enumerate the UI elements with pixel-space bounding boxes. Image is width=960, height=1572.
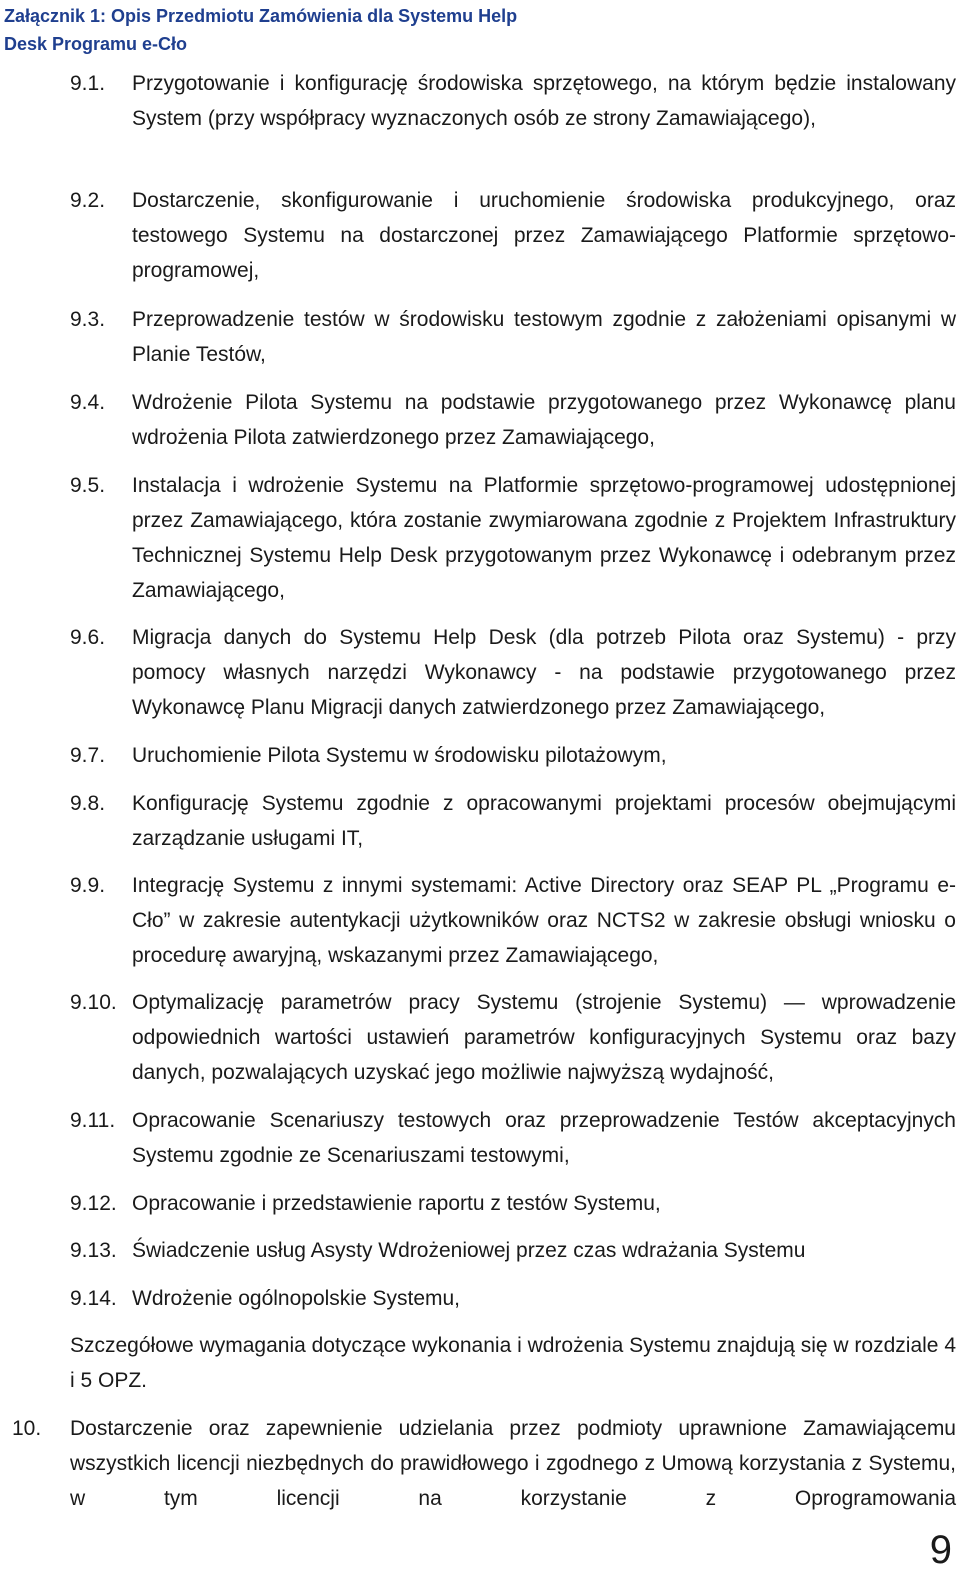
- item-number: 9.5.: [70, 474, 106, 497]
- header-line-2: Desk Programu e-Cło: [4, 34, 188, 54]
- list-item: [70, 302, 956, 372]
- item-number: 9.7.: [70, 744, 106, 767]
- item-number: 9.4.: [70, 391, 106, 414]
- item-text: Konfigurację Systemu zgodnie z opracowanymi projektami procesów obejmującymi zarządzanie usługami IT,: [132, 792, 956, 850]
- item-text: Dostarczenie oraz zapewnienie udzielania przez podmioty uprawnione Zamawiającemu wszystkich licencji niezbędnych do prawidłowego i zgodnego z Umową korzystania z Systemu, w tym licencji na korzystanie z Oprogramowania: [70, 1417, 956, 1510]
- list-item: [70, 385, 956, 455]
- item-number: 9.14.: [70, 1287, 117, 1310]
- list-item: [70, 738, 956, 773]
- item-text: Dostarczenie, skonfigurowanie i uruchomienie środowiska produkcyjnego, oraz testowego Systemu na dostarczonej przez Zamawiającego Platformie sprzętowo-programowej,: [132, 189, 956, 282]
- list-item: [70, 1233, 956, 1268]
- list-item: [70, 786, 956, 856]
- item-text: Świadczenie usług Asysty Wdrożeniowej przez czas wdrażania Systemu: [132, 1239, 806, 1262]
- item-text: Integrację Systemu z innymi systemami: Active Directory oraz SEAP PL „Programu e-Cło” w zakresie autentykacji użytkowników oraz NCTS2 w zakresie obsługi wniosku o procedurę awaryjną, wskazanymi przez Zamawiającego,: [132, 874, 956, 967]
- item-text: Przygotowanie i konfigurację środowiska sprzętowego, na którym będzie instalowany System (przy współpracy wyznaczonych osób ze strony Zamawiającego),: [132, 72, 956, 130]
- item-number: 9.1.: [70, 72, 106, 95]
- item-text: Opracowanie Scenariuszy testowych oraz przeprowadzenie Testów akceptacyjnych Systemu zgodnie ze Scenariuszami testowymi,: [132, 1109, 956, 1167]
- list-item: [70, 66, 956, 136]
- list-item: [70, 1186, 956, 1221]
- document-header: [4, 2, 517, 58]
- item-number: 9.9.: [70, 874, 106, 897]
- item-number: 9.10.: [70, 991, 117, 1014]
- item-text: Opracowanie i przedstawienie raportu z testów Systemu,: [132, 1192, 661, 1215]
- header-line-1: Załącznik 1: Opis Przedmiotu Zamówienia dla Systemu Help: [4, 6, 518, 26]
- page-number: 9: [929, 1528, 952, 1572]
- item-number: 9.12.: [70, 1192, 117, 1215]
- item-number: 9.6.: [70, 626, 106, 649]
- list-item: [70, 468, 956, 608]
- item-number: 9.8.: [70, 792, 106, 815]
- item-text: Instalacja i wdrożenie Systemu na Platformie sprzętowo-programowej udostępnionej przez Zamawiającego, która zostanie zwymiarowana zgodnie z Projektem Infrastruktury Technicznej Systemu Help Desk przygotowanym przez Wykonawcę i odebranym przez Zamawiającego,: [132, 474, 956, 602]
- item-number: 10.: [12, 1417, 42, 1440]
- item-number: 9.11.: [70, 1109, 116, 1132]
- list-item: [70, 620, 956, 725]
- list-item: [70, 1103, 956, 1173]
- list-item-10: [12, 1411, 956, 1516]
- note-paragraph: Szczegółowe wymagania dotyczące wykonania i wdrożenia Systemu znajdują się w rozdziale 4 i 5 OPZ.: [70, 1334, 956, 1392]
- item-text: Przeprowadzenie testów w środowisku testowym zgodnie z założeniami opisanymi w Planie Testów,: [132, 308, 956, 366]
- list-item: [70, 183, 956, 288]
- list-item: [70, 1281, 956, 1316]
- list-item: [70, 985, 956, 1090]
- item-text: Optymalizację parametrów pracy Systemu (strojenie Systemu) — wprowadzenie odpowiednich wartości ustawień parametrów konfiguracyjnych Systemu oraz bazy danych, pozwalających uzyskać jego możliwie najwyższą wydajność,: [132, 991, 956, 1084]
- item-number: 9.2.: [70, 189, 106, 212]
- item-number: 9.13.: [70, 1239, 117, 1262]
- item-text: Uruchomienie Pilota Systemu w środowisku pilotażowym,: [132, 744, 667, 767]
- item-text: Migracja danych do Systemu Help Desk (dla potrzeb Pilota oraz Systemu) - przy pomocy własnych narzędzi Wykonawcy - na podstawie przygotowanego przez Wykonawcę Planu Migracji danych zatwierdzonego przez Zamawiającego,: [132, 626, 956, 719]
- item-text: Wdrożenie ogólnopolskie Systemu,: [132, 1287, 461, 1310]
- item-text: Wdrożenie Pilota Systemu na podstawie przygotowanego przez Wykonawcę planu wdrożenia Pilota zatwierdzonego przez Zamawiającego,: [132, 391, 956, 449]
- item-number: 9.3.: [70, 308, 106, 331]
- list-item: [70, 868, 956, 973]
